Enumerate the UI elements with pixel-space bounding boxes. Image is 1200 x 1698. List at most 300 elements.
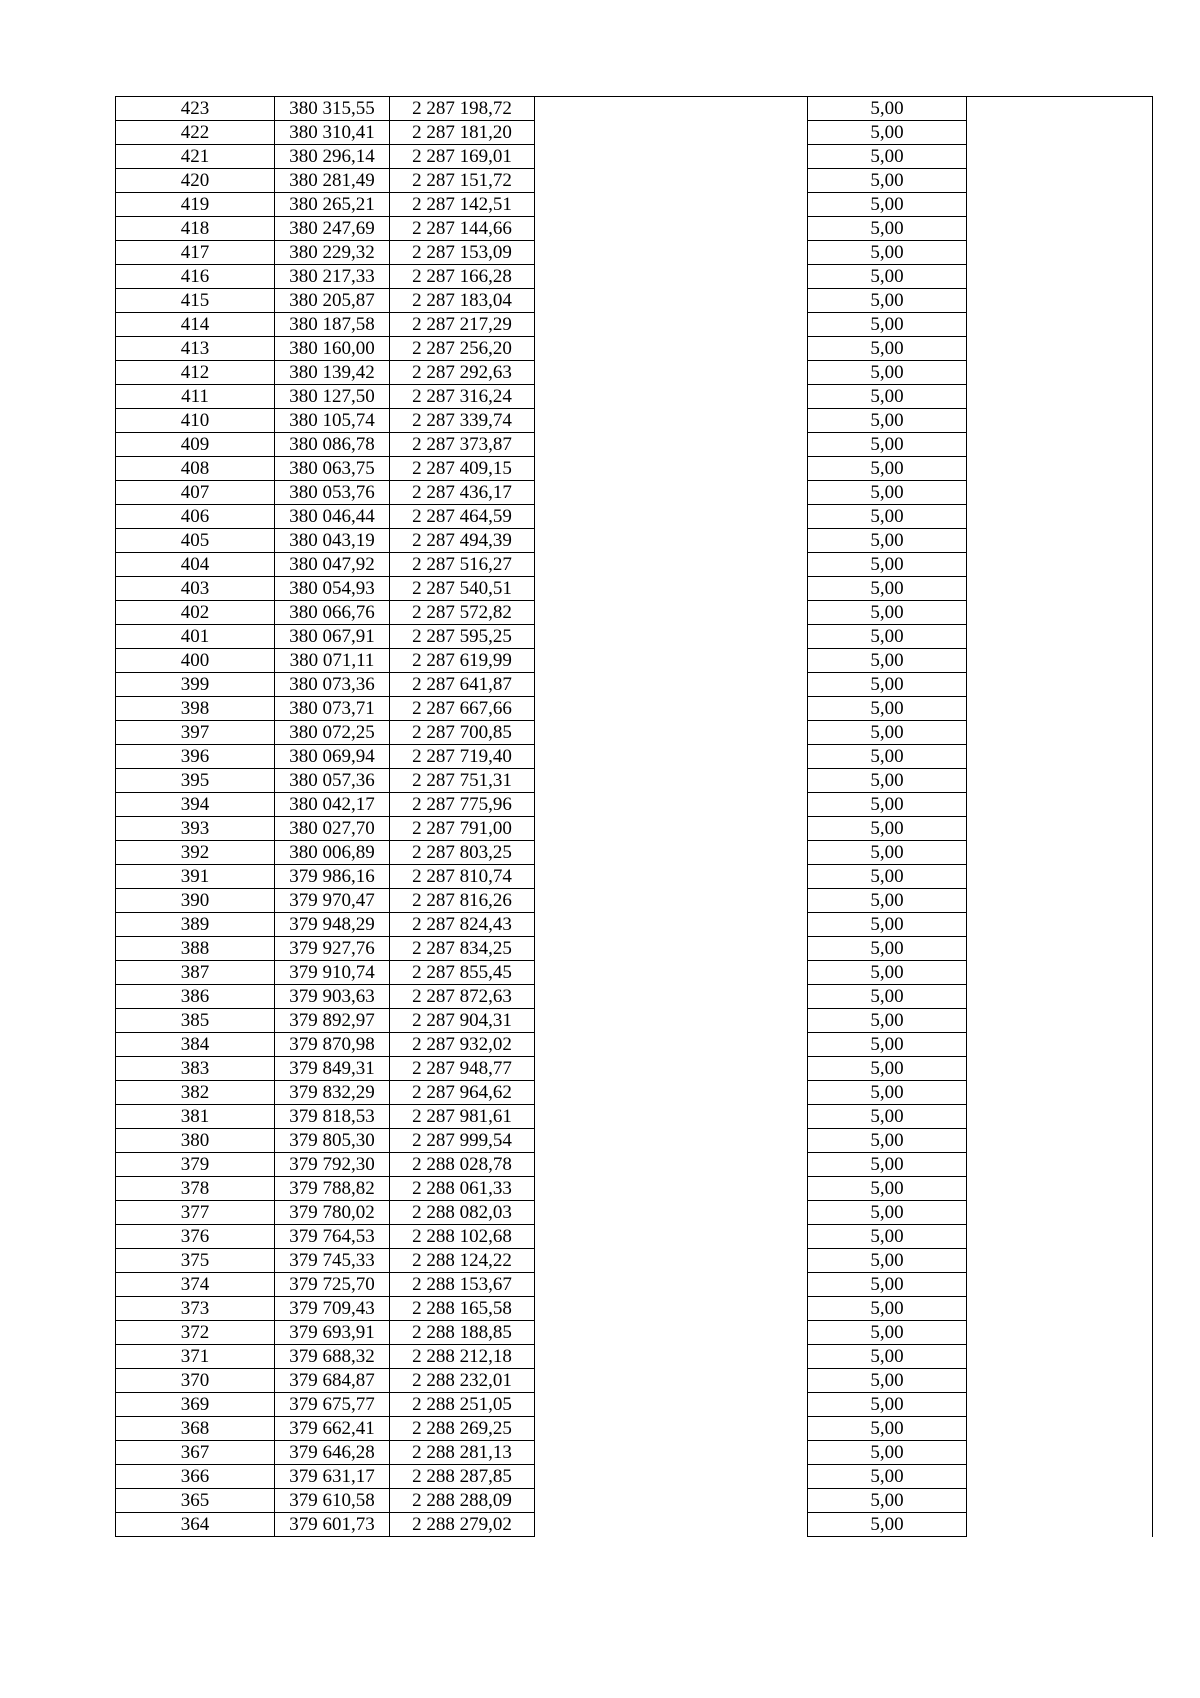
point-number-cell: 390 [116, 889, 275, 913]
point-number-cell: 379 [116, 1153, 275, 1177]
empty-cell [535, 433, 808, 457]
empty-cell [535, 121, 808, 145]
y-coordinate-cell: 2 288 165,58 [390, 1297, 535, 1321]
empty-cell [967, 1201, 1153, 1225]
empty-cell [535, 1417, 808, 1441]
table-row [116, 1489, 1153, 1513]
value-cell: 5,00 [808, 1105, 967, 1129]
x-coordinate-cell: 380 057,36 [275, 769, 390, 793]
value-cell: 5,00 [808, 1513, 967, 1537]
point-number-cell: 412 [116, 361, 275, 385]
y-coordinate-cell: 2 287 791,00 [390, 817, 535, 841]
empty-cell [535, 961, 808, 985]
table-row [116, 865, 1153, 889]
value-cell: 5,00 [808, 841, 967, 865]
y-coordinate-cell: 2 288 153,67 [390, 1273, 535, 1297]
x-coordinate-cell: 379 688,32 [275, 1345, 390, 1369]
value-cell: 5,00 [808, 337, 967, 361]
table-row [116, 1033, 1153, 1057]
value-cell: 5,00 [808, 169, 967, 193]
x-coordinate-cell: 380 046,44 [275, 505, 390, 529]
value-cell: 5,00 [808, 745, 967, 769]
table-row [116, 697, 1153, 721]
value-cell: 5,00 [808, 1249, 967, 1273]
y-coordinate-cell: 2 287 464,59 [390, 505, 535, 529]
y-coordinate-cell: 2 287 595,25 [390, 625, 535, 649]
value-cell: 5,00 [808, 1177, 967, 1201]
y-coordinate-cell: 2 287 981,61 [390, 1105, 535, 1129]
point-number-cell: 368 [116, 1417, 275, 1441]
x-coordinate-cell: 380 054,93 [275, 577, 390, 601]
point-number-cell: 408 [116, 457, 275, 481]
value-cell: 5,00 [808, 217, 967, 241]
x-coordinate-cell: 380 187,58 [275, 313, 390, 337]
point-number-cell: 384 [116, 1033, 275, 1057]
point-number-cell: 393 [116, 817, 275, 841]
point-number-cell: 383 [116, 1057, 275, 1081]
x-coordinate-cell: 380 217,33 [275, 265, 390, 289]
empty-cell [967, 721, 1153, 745]
value-cell: 5,00 [808, 1393, 967, 1417]
table-row [116, 313, 1153, 337]
y-coordinate-cell: 2 287 641,87 [390, 673, 535, 697]
table-row [116, 1441, 1153, 1465]
empty-cell [535, 409, 808, 433]
empty-cell [535, 601, 808, 625]
x-coordinate-cell: 380 006,89 [275, 841, 390, 865]
empty-cell [967, 1177, 1153, 1201]
point-number-cell: 377 [116, 1201, 275, 1225]
empty-cell [535, 1513, 808, 1537]
empty-cell [535, 241, 808, 265]
y-coordinate-cell: 2 287 181,20 [390, 121, 535, 145]
table-row [116, 769, 1153, 793]
empty-cell [967, 577, 1153, 601]
empty-cell [967, 361, 1153, 385]
empty-cell [535, 97, 808, 121]
value-cell: 5,00 [808, 1057, 967, 1081]
x-coordinate-cell: 380 205,87 [275, 289, 390, 313]
y-coordinate-cell: 2 287 292,63 [390, 361, 535, 385]
y-coordinate-cell: 2 287 751,31 [390, 769, 535, 793]
value-cell: 5,00 [808, 1417, 967, 1441]
empty-cell [535, 1465, 808, 1489]
empty-cell [535, 553, 808, 577]
empty-cell [967, 1081, 1153, 1105]
empty-cell [967, 1321, 1153, 1345]
empty-cell [535, 1177, 808, 1201]
value-cell: 5,00 [808, 121, 967, 145]
x-coordinate-cell: 379 986,16 [275, 865, 390, 889]
empty-cell [967, 889, 1153, 913]
point-number-cell: 417 [116, 241, 275, 265]
empty-cell [535, 1225, 808, 1249]
table-row [116, 961, 1153, 985]
point-number-cell: 394 [116, 793, 275, 817]
y-coordinate-cell: 2 288 188,85 [390, 1321, 535, 1345]
y-coordinate-cell: 2 287 256,20 [390, 337, 535, 361]
x-coordinate-cell: 380 139,42 [275, 361, 390, 385]
empty-cell [967, 601, 1153, 625]
x-coordinate-cell: 380 127,50 [275, 385, 390, 409]
point-number-cell: 370 [116, 1369, 275, 1393]
empty-cell [535, 1249, 808, 1273]
table-row [116, 265, 1153, 289]
empty-cell [967, 217, 1153, 241]
value-cell: 5,00 [808, 1465, 967, 1489]
empty-cell [967, 289, 1153, 313]
y-coordinate-cell: 2 288 061,33 [390, 1177, 535, 1201]
table-row [116, 625, 1153, 649]
value-cell: 5,00 [808, 241, 967, 265]
x-coordinate-cell: 380 043,19 [275, 529, 390, 553]
table-row [116, 433, 1153, 457]
empty-cell [535, 1057, 808, 1081]
empty-cell [967, 817, 1153, 841]
point-number-cell: 388 [116, 937, 275, 961]
empty-cell [967, 1417, 1153, 1441]
value-cell: 5,00 [808, 769, 967, 793]
y-coordinate-cell: 2 287 217,29 [390, 313, 535, 337]
empty-cell [967, 1369, 1153, 1393]
table-row [116, 553, 1153, 577]
y-coordinate-cell: 2 287 144,66 [390, 217, 535, 241]
y-coordinate-cell: 2 287 816,26 [390, 889, 535, 913]
empty-cell [967, 625, 1153, 649]
table-row [116, 841, 1153, 865]
y-coordinate-cell: 2 287 855,45 [390, 961, 535, 985]
empty-cell [967, 121, 1153, 145]
point-number-cell: 365 [116, 1489, 275, 1513]
table-row [116, 529, 1153, 553]
value-cell: 5,00 [808, 409, 967, 433]
empty-cell [967, 409, 1153, 433]
table-row [116, 121, 1153, 145]
value-cell: 5,00 [808, 1033, 967, 1057]
y-coordinate-cell: 2 287 667,66 [390, 697, 535, 721]
table-row [116, 481, 1153, 505]
point-number-cell: 398 [116, 697, 275, 721]
x-coordinate-cell: 380 047,92 [275, 553, 390, 577]
x-coordinate-cell: 379 631,17 [275, 1465, 390, 1489]
value-cell: 5,00 [808, 505, 967, 529]
y-coordinate-cell: 2 287 803,25 [390, 841, 535, 865]
value-cell: 5,00 [808, 721, 967, 745]
empty-cell [967, 169, 1153, 193]
point-number-cell: 418 [116, 217, 275, 241]
empty-cell [535, 217, 808, 241]
x-coordinate-cell: 379 818,53 [275, 1105, 390, 1129]
empty-cell [967, 1225, 1153, 1249]
x-coordinate-cell: 379 646,28 [275, 1441, 390, 1465]
value-cell: 5,00 [808, 265, 967, 289]
empty-cell [535, 577, 808, 601]
point-number-cell: 416 [116, 265, 275, 289]
empty-cell [967, 433, 1153, 457]
x-coordinate-cell: 380 072,25 [275, 721, 390, 745]
table-row [116, 937, 1153, 961]
table-row [116, 601, 1153, 625]
y-coordinate-cell: 2 287 153,09 [390, 241, 535, 265]
y-coordinate-cell: 2 287 948,77 [390, 1057, 535, 1081]
empty-cell [967, 1393, 1153, 1417]
table-row [116, 145, 1153, 169]
empty-cell [967, 1465, 1153, 1489]
y-coordinate-cell: 2 287 198,72 [390, 97, 535, 121]
table-row [116, 217, 1153, 241]
empty-cell [967, 241, 1153, 265]
value-cell: 5,00 [808, 1081, 967, 1105]
empty-cell [535, 817, 808, 841]
empty-cell [967, 1513, 1153, 1537]
x-coordinate-cell: 380 073,36 [275, 673, 390, 697]
y-coordinate-cell: 2 287 964,62 [390, 1081, 535, 1105]
y-coordinate-cell: 2 287 904,31 [390, 1009, 535, 1033]
empty-cell [535, 889, 808, 913]
y-coordinate-cell: 2 287 824,43 [390, 913, 535, 937]
point-number-cell: 375 [116, 1249, 275, 1273]
value-cell: 5,00 [808, 889, 967, 913]
table-row [116, 1057, 1153, 1081]
empty-cell [535, 385, 808, 409]
x-coordinate-cell: 379 675,77 [275, 1393, 390, 1417]
empty-cell [967, 337, 1153, 361]
x-coordinate-cell: 379 832,29 [275, 1081, 390, 1105]
value-cell: 5,00 [808, 817, 967, 841]
point-number-cell: 367 [116, 1441, 275, 1465]
empty-cell [535, 769, 808, 793]
value-cell: 5,00 [808, 1225, 967, 1249]
empty-cell [967, 985, 1153, 1009]
point-number-cell: 419 [116, 193, 275, 217]
table-row [116, 1513, 1153, 1537]
empty-cell [967, 937, 1153, 961]
empty-cell [967, 1297, 1153, 1321]
table-row [116, 457, 1153, 481]
x-coordinate-cell: 379 725,70 [275, 1273, 390, 1297]
x-coordinate-cell: 380 073,71 [275, 697, 390, 721]
point-number-cell: 401 [116, 625, 275, 649]
y-coordinate-cell: 2 287 700,85 [390, 721, 535, 745]
y-coordinate-cell: 2 287 810,74 [390, 865, 535, 889]
x-coordinate-cell: 379 788,82 [275, 1177, 390, 1201]
empty-cell [535, 841, 808, 865]
x-coordinate-cell: 380 310,41 [275, 121, 390, 145]
value-cell: 5,00 [808, 625, 967, 649]
value-cell: 5,00 [808, 793, 967, 817]
table-row [116, 1297, 1153, 1321]
empty-cell [535, 1321, 808, 1345]
empty-cell [967, 1129, 1153, 1153]
x-coordinate-cell: 380 071,11 [275, 649, 390, 673]
table-row [116, 649, 1153, 673]
x-coordinate-cell: 380 105,74 [275, 409, 390, 433]
empty-cell [967, 265, 1153, 289]
point-number-cell: 405 [116, 529, 275, 553]
x-coordinate-cell: 380 160,00 [275, 337, 390, 361]
x-coordinate-cell: 379 684,87 [275, 1369, 390, 1393]
y-coordinate-cell: 2 288 028,78 [390, 1153, 535, 1177]
value-cell: 5,00 [808, 313, 967, 337]
value-cell: 5,00 [808, 361, 967, 385]
value-cell: 5,00 [808, 433, 967, 457]
value-cell: 5,00 [808, 553, 967, 577]
value-cell: 5,00 [808, 649, 967, 673]
value-cell: 5,00 [808, 385, 967, 409]
x-coordinate-cell: 380 247,69 [275, 217, 390, 241]
point-number-cell: 397 [116, 721, 275, 745]
table-row [116, 97, 1153, 121]
y-coordinate-cell: 2 287 436,17 [390, 481, 535, 505]
empty-cell [535, 1201, 808, 1225]
table-row [116, 1393, 1153, 1417]
empty-cell [535, 793, 808, 817]
point-number-cell: 406 [116, 505, 275, 529]
empty-cell [535, 697, 808, 721]
empty-cell [535, 1345, 808, 1369]
empty-cell [967, 529, 1153, 553]
value-cell: 5,00 [808, 529, 967, 553]
empty-cell [535, 505, 808, 529]
empty-cell [535, 1009, 808, 1033]
point-number-cell: 415 [116, 289, 275, 313]
x-coordinate-cell: 379 780,02 [275, 1201, 390, 1225]
x-coordinate-cell: 379 709,43 [275, 1297, 390, 1321]
empty-cell [535, 913, 808, 937]
x-coordinate-cell: 379 745,33 [275, 1249, 390, 1273]
value-cell: 5,00 [808, 193, 967, 217]
point-number-cell: 392 [116, 841, 275, 865]
y-coordinate-cell: 2 287 169,01 [390, 145, 535, 169]
point-number-cell: 380 [116, 1129, 275, 1153]
y-coordinate-cell: 2 287 183,04 [390, 289, 535, 313]
empty-cell [967, 1489, 1153, 1513]
point-number-cell: 396 [116, 745, 275, 769]
empty-cell [967, 793, 1153, 817]
empty-cell [535, 1273, 808, 1297]
empty-cell [535, 1369, 808, 1393]
empty-cell [535, 361, 808, 385]
value-cell: 5,00 [808, 1297, 967, 1321]
y-coordinate-cell: 2 287 409,15 [390, 457, 535, 481]
table-row [116, 745, 1153, 769]
point-number-cell: 366 [116, 1465, 275, 1489]
table-row [116, 673, 1153, 697]
point-number-cell: 421 [116, 145, 275, 169]
x-coordinate-cell: 379 892,97 [275, 1009, 390, 1033]
y-coordinate-cell: 2 287 339,74 [390, 409, 535, 433]
empty-cell [535, 145, 808, 169]
value-cell: 5,00 [808, 1489, 967, 1513]
table-row [116, 1321, 1153, 1345]
y-coordinate-cell: 2 287 516,27 [390, 553, 535, 577]
value-cell: 5,00 [808, 697, 967, 721]
value-cell: 5,00 [808, 673, 967, 697]
point-number-cell: 409 [116, 433, 275, 457]
x-coordinate-cell: 380 086,78 [275, 433, 390, 457]
value-cell: 5,00 [808, 97, 967, 121]
y-coordinate-cell: 2 288 082,03 [390, 1201, 535, 1225]
value-cell: 5,00 [808, 1345, 967, 1369]
value-cell: 5,00 [808, 1201, 967, 1225]
x-coordinate-cell: 380 315,55 [275, 97, 390, 121]
x-coordinate-cell: 380 069,94 [275, 745, 390, 769]
point-number-cell: 387 [116, 961, 275, 985]
point-number-cell: 369 [116, 1393, 275, 1417]
point-number-cell: 413 [116, 337, 275, 361]
point-number-cell: 378 [116, 1177, 275, 1201]
x-coordinate-cell: 379 849,31 [275, 1057, 390, 1081]
x-coordinate-cell: 379 927,76 [275, 937, 390, 961]
value-cell: 5,00 [808, 865, 967, 889]
point-number-cell: 382 [116, 1081, 275, 1105]
point-number-cell: 411 [116, 385, 275, 409]
point-number-cell: 414 [116, 313, 275, 337]
empty-cell [967, 865, 1153, 889]
y-coordinate-cell: 2 287 719,40 [390, 745, 535, 769]
empty-cell [967, 841, 1153, 865]
coordinates-table-body [116, 97, 1153, 1537]
point-number-cell: 407 [116, 481, 275, 505]
value-cell: 5,00 [808, 1369, 967, 1393]
table-row [116, 409, 1153, 433]
point-number-cell: 389 [116, 913, 275, 937]
empty-cell [967, 673, 1153, 697]
table-row [116, 1345, 1153, 1369]
y-coordinate-cell: 2 287 932,02 [390, 1033, 535, 1057]
point-number-cell: 423 [116, 97, 275, 121]
x-coordinate-cell: 379 693,91 [275, 1321, 390, 1345]
empty-cell [967, 1273, 1153, 1297]
point-number-cell: 381 [116, 1105, 275, 1129]
point-number-cell: 364 [116, 1513, 275, 1537]
value-cell: 5,00 [808, 601, 967, 625]
empty-cell [535, 313, 808, 337]
empty-cell [967, 1057, 1153, 1081]
y-coordinate-cell: 2 287 572,82 [390, 601, 535, 625]
table-row [116, 1273, 1153, 1297]
value-cell: 5,00 [808, 1153, 967, 1177]
point-number-cell: 400 [116, 649, 275, 673]
table-row [116, 817, 1153, 841]
x-coordinate-cell: 380 265,21 [275, 193, 390, 217]
empty-cell [967, 745, 1153, 769]
value-cell: 5,00 [808, 1129, 967, 1153]
empty-cell [535, 985, 808, 1009]
table-row [116, 1201, 1153, 1225]
value-cell: 5,00 [808, 1321, 967, 1345]
empty-cell [967, 481, 1153, 505]
y-coordinate-cell: 2 287 166,28 [390, 265, 535, 289]
x-coordinate-cell: 380 053,76 [275, 481, 390, 505]
empty-cell [535, 745, 808, 769]
empty-cell [967, 1249, 1153, 1273]
empty-cell [535, 1081, 808, 1105]
x-coordinate-cell: 380 067,91 [275, 625, 390, 649]
x-coordinate-cell: 379 792,30 [275, 1153, 390, 1177]
y-coordinate-cell: 2 288 232,01 [390, 1369, 535, 1393]
empty-cell [535, 865, 808, 889]
y-coordinate-cell: 2 287 872,63 [390, 985, 535, 1009]
y-coordinate-cell: 2 288 281,13 [390, 1441, 535, 1465]
y-coordinate-cell: 2 288 124,22 [390, 1249, 535, 1273]
point-number-cell: 385 [116, 1009, 275, 1033]
x-coordinate-cell: 380 066,76 [275, 601, 390, 625]
point-number-cell: 404 [116, 553, 275, 577]
point-number-cell: 402 [116, 601, 275, 625]
empty-cell [535, 1441, 808, 1465]
x-coordinate-cell: 379 610,58 [275, 1489, 390, 1513]
